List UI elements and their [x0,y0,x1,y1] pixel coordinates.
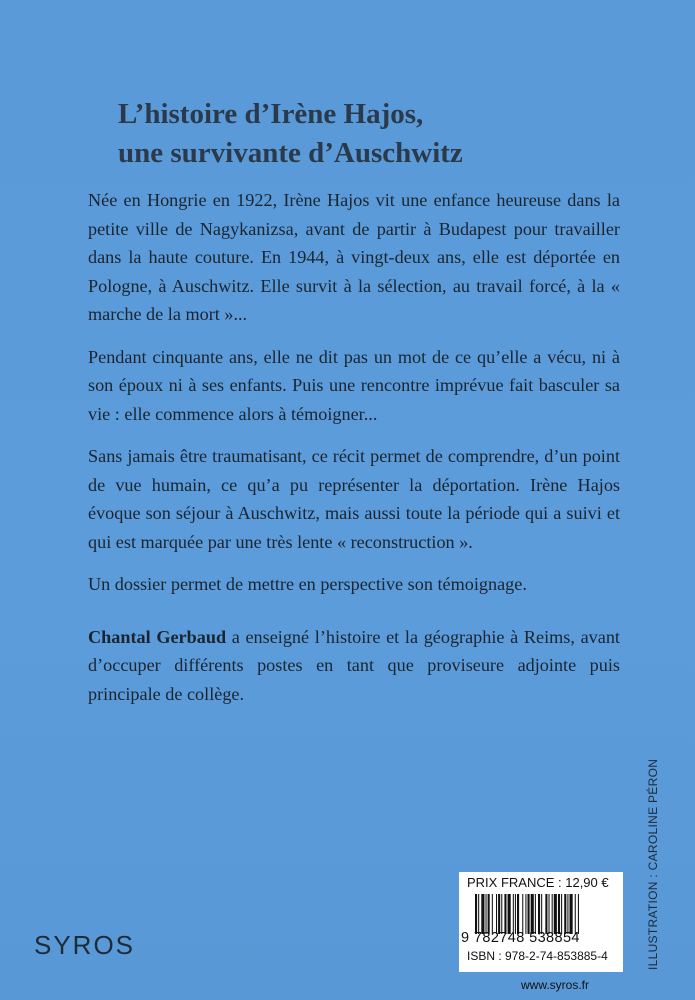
author-bio-text: a enseigné l’histoire et la géographie à Reims, avant d’occuper différents postes en tant que proviseure adjointe puis principale de collège. [88,626,620,704]
barcode-bar [528,894,530,934]
barcode-bar [535,894,536,934]
title-line-2: une survivante d’Auschwitz [118,137,463,169]
barcode-bar [578,894,579,934]
barcode-bar [552,894,553,934]
barcode-bar [504,894,506,934]
barcode-bar [545,894,547,934]
barcode-bar [517,894,519,934]
barcode-bar [567,894,568,934]
barcode-bar [549,894,550,934]
barcode-bar [496,894,497,934]
barcode-bar [558,894,560,934]
paragraph-4: Un dossier permet de mettre en perspective son témoignage. [88,574,527,594]
ean-number: 9 782748 538854 [461,930,580,946]
publisher-logo: SYROS [34,930,136,960]
book-title [118,95,638,173]
barcode-bar [515,894,516,934]
author-bio [88,623,620,709]
barcode-bar [513,894,514,934]
barcode-bar [486,894,487,934]
blurb [88,186,620,722]
barcode-bar [570,894,573,934]
barcode-bar [498,894,500,934]
barcode-bar [478,894,479,934]
barcode-bar [564,894,566,934]
barcode-bar [501,894,502,934]
paragraph-2: Pendant cinquante ans, elle ne dit pas un mot de ce qu’elle a vécu, ni à son époux ni à ses enfants. Puis une rencontre imprévue fait basculer sa vie : elle commence alors à témoigner... [88,346,620,424]
paragraph-3: Sans jamais être traumatisant, ce récit permet de comprendre, d’un point de vue humain, ce qu’a pu représenter la déportation. Irène Hajos évoque son séjour à Auschwitz, mais aussi toute la période qui a suivi et qui est marquée par une très lente « reconstruction ». [88,446,620,552]
illustration-credit: ILLUSTRATION : CAROLINE PÉRON [646,758,660,970]
barcode-bar [508,894,511,934]
barcode-bar [554,894,557,934]
barcode-bar [575,894,576,934]
barcode-bar [531,894,534,934]
barcode-bar [561,894,562,934]
barcode-label [459,872,623,972]
barcode-bar [525,894,526,934]
barcode-bar [538,894,540,934]
isbn-number: ISBN : 978-2-74-853885-4 [467,949,608,963]
barcode-bar [475,894,477,934]
barcode-bar [492,894,493,934]
barcode-icon [475,894,617,934]
barcode-bar [541,894,542,934]
title-line-1: L’histoire d’Irène Hajos, [118,98,424,130]
publisher-website: www.syros.fr [521,978,590,992]
author-name: Chantal Gerbaud [88,626,227,647]
price-label: PRIX FRANCE : 12,90 € [467,875,609,890]
paragraph-1: Née en Hongrie en 1922, Irène Hajos vit une enfance heureuse dans la petite ville de Nagykanizsa, avant de partir à Budapest pour travailler dans la haute couture. En 1944, à vingt-deux ans, elle est déportée en Pologne, à Auschwitz. Elle survit à la sélection, au travail forcé, à la « marche de la mort »... [88,190,620,324]
barcode-bar [481,894,484,934]
barcode-bar [522,894,523,934]
barcode-bar [488,894,490,934]
